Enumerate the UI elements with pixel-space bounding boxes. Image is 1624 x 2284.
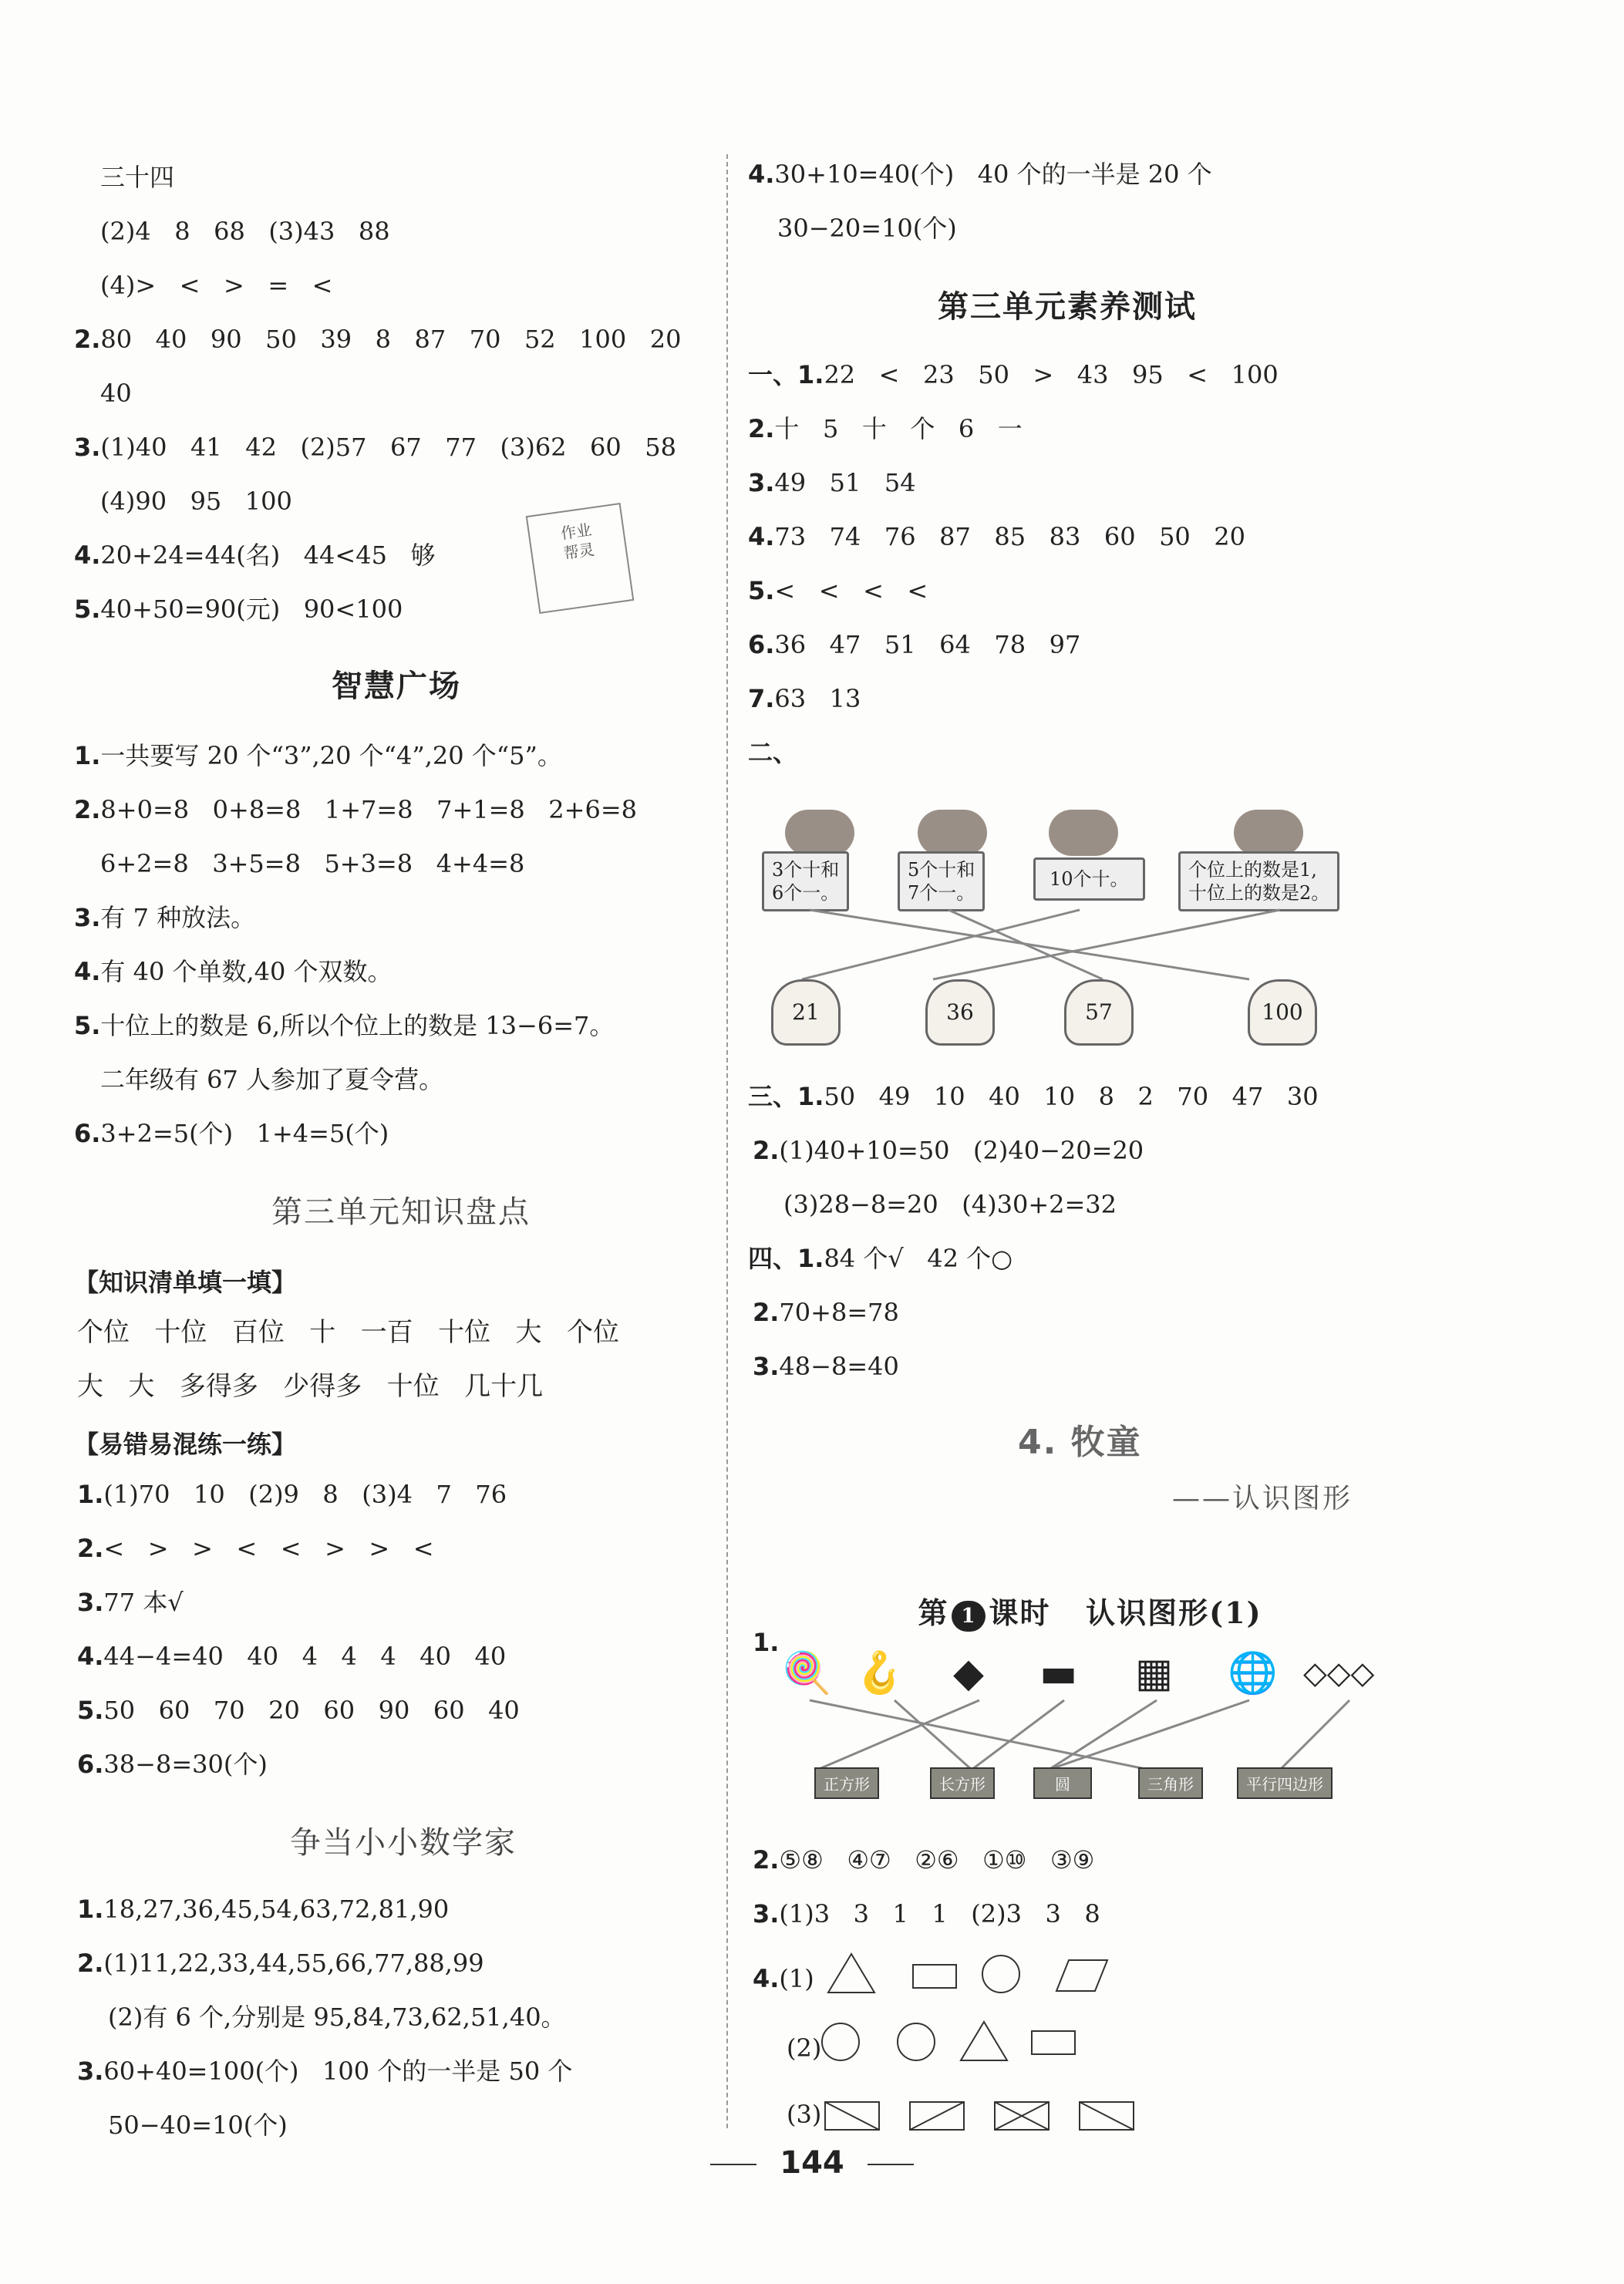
mushroom-number: 100: [1248, 979, 1317, 1046]
page-number: 144: [0, 2145, 1624, 2181]
stamp-logo: 作业 帮灵: [526, 503, 635, 614]
left-line: 4.44−4=40 40 4 4 4 40 40: [77, 1642, 507, 1671]
match-card: 5个十和 7个一。: [898, 851, 985, 911]
section-heading: 第三单元素养测试: [938, 288, 1197, 325]
left-line: 2.(1)11,22,33,44,55,66,77,88,99: [77, 1949, 484, 1978]
left-line: 4.有 40 个单数,40 个双数。: [74, 957, 393, 986]
match-card: 10个十。: [1033, 857, 1145, 901]
left-line: 三十四: [100, 163, 175, 192]
subheading: 【易错易混练一练】: [74, 1430, 297, 1459]
right-line: 2.(1)40+10=50 (2)40−20=20: [753, 1136, 1144, 1165]
shape-label: 三角形: [1138, 1767, 1203, 1799]
right-line: 5.< < < <: [748, 576, 928, 605]
left-line: (4)> < > = <: [100, 271, 333, 300]
lesson-number-badge: 1: [952, 1601, 986, 1632]
right-line: 四、1.84 个√ 42 个○: [748, 1244, 1013, 1273]
left-line: 5.十位上的数是 6,所以个位上的数是 13−6=7。: [74, 1011, 615, 1040]
unit-subtitle: ——认识图形: [1172, 1483, 1353, 1514]
match-card: 个位上的数是1, 十位上的数是2。: [1178, 851, 1339, 911]
left-line: (4)90 95 100: [100, 487, 292, 516]
mushroom-number: 36: [925, 979, 995, 1046]
parallelogram-pattern-icon: ◇◇◇: [1303, 1656, 1375, 1691]
right-line: 一、1.22 < 23 50 > 43 95 < 100: [748, 360, 1279, 389]
left-line: 6.38−8=30(个): [77, 1750, 268, 1779]
left-line: 6.3+2=5(个) 1+4=5(个): [74, 1119, 389, 1148]
left-line: 5.40+50=90(元) 90<100: [74, 595, 403, 624]
left-line: 个位 十位 百位 十 一百 十位 大 个位: [77, 1317, 619, 1348]
right-line: (2): [787, 2033, 822, 2063]
section-heading: 争当小小数学家: [290, 1825, 517, 1861]
left-line: 2.8+0=8 0+8=8 1+7=8 7+1=8 2+6=8: [74, 795, 637, 824]
right-line: 2.70+8=78: [753, 1298, 899, 1327]
right-line: 30−20=10(个): [777, 214, 957, 243]
right-line: 2.十 5 十 个 6 一: [748, 414, 1023, 443]
left-line: 4.20+24=44(名) 44<45 够: [74, 541, 436, 570]
right-line: 3.48−8=40: [753, 1352, 899, 1381]
right-line: (3): [787, 2100, 822, 2129]
right-line: 6.36 47 51 64 78 97: [748, 630, 1081, 659]
left-line: 2.< > > < < > > <: [77, 1534, 434, 1563]
shape-drawings: [817, 1951, 1157, 2151]
hanger-icon: 🪝: [854, 1650, 905, 1696]
lollipop-icon: 🍭: [782, 1650, 832, 1696]
section-heading: 第三单元知识盘点: [271, 1194, 531, 1230]
left-line: 5.50 60 70 20 60 90 60 40: [77, 1696, 520, 1725]
right-line: 二、: [748, 738, 798, 767]
right-line: 3.(1)3 3 1 1 (2)3 3 8: [753, 1899, 1100, 1929]
cube-icon: ▦: [1135, 1650, 1174, 1696]
right-line: 7.63 13: [748, 684, 861, 713]
right-line: 1.: [753, 1628, 780, 1657]
unit-title: 4. 牧童: [1018, 1423, 1142, 1462]
left-line: 1.18,27,36,45,54,63,72,81,90: [77, 1895, 450, 1924]
right-line: 3.49 51 54: [748, 468, 916, 497]
left-line: (2)4 8 68 (3)43 88: [100, 217, 390, 246]
left-line: 40: [100, 379, 132, 408]
left-line: 3.77 本√: [77, 1588, 184, 1617]
subheading: 【知识清单填一填】: [74, 1268, 297, 1297]
shape-label: 圆: [1033, 1767, 1092, 1799]
left-line: 1.(1)70 10 (2)9 8 (3)4 7 76: [77, 1480, 507, 1509]
mushroom-number: 57: [1064, 979, 1134, 1046]
right-line: 4.(1): [753, 1964, 814, 1993]
right-line: 三、1.50 49 10 40 10 8 2 70 47 30: [748, 1082, 1319, 1111]
left-line: 50−40=10(个): [108, 2111, 288, 2140]
globe-icon: 🌐: [1228, 1650, 1278, 1696]
left-line: 大 大 多得多 少得多 十位 几十几: [77, 1371, 544, 1402]
cylinder-icon: ▬: [1039, 1650, 1078, 1696]
right-line: 4.30+10=40(个) 40 个的一半是 20 个: [748, 160, 1212, 189]
section-heading: 智慧广场: [332, 668, 461, 704]
lesson-title: 第 1 课时 认识图形(1): [918, 1595, 1262, 1630]
right-line: 4.73 74 76 87 85 83 60 50 20: [748, 522, 1246, 551]
left-line: 3.60+40=100(个) 100 个的一半是 50 个: [77, 2057, 573, 2086]
left-line: 3.有 7 种放法。: [74, 903, 256, 932]
right-line: 2.⑤⑧ ④⑦ ②⑥ ①⑩ ③⑨: [753, 1845, 1095, 1875]
shape-label: 长方形: [930, 1767, 995, 1799]
left-line: 1.一共要写 20 个“3”,20 个“4”,20 个“5”。: [74, 741, 562, 770]
match-card: 3个十和 6个一。: [762, 851, 849, 911]
left-line: 6+2=8 3+5=8 5+3=8 4+4=8: [100, 849, 525, 878]
fu-diamond-icon: ◆: [953, 1650, 984, 1696]
left-line: 二年级有 67 人参加了夏令营。: [100, 1065, 444, 1094]
shape-label: 正方形: [814, 1767, 879, 1799]
left-line: (2)有 6 个,分别是 95,84,73,62,51,40。: [108, 2003, 566, 2032]
left-line: 3.(1)40 41 42 (2)57 67 77 (3)62 60 58: [74, 433, 676, 462]
shape-label: 平行四边形: [1237, 1767, 1333, 1799]
mushroom-number: 21: [771, 979, 841, 1046]
left-line: 2.80 40 90 50 39 8 87 70 52 100 20: [74, 325, 682, 354]
right-line: (3)28−8=20 (4)30+2=32: [783, 1190, 1117, 1219]
